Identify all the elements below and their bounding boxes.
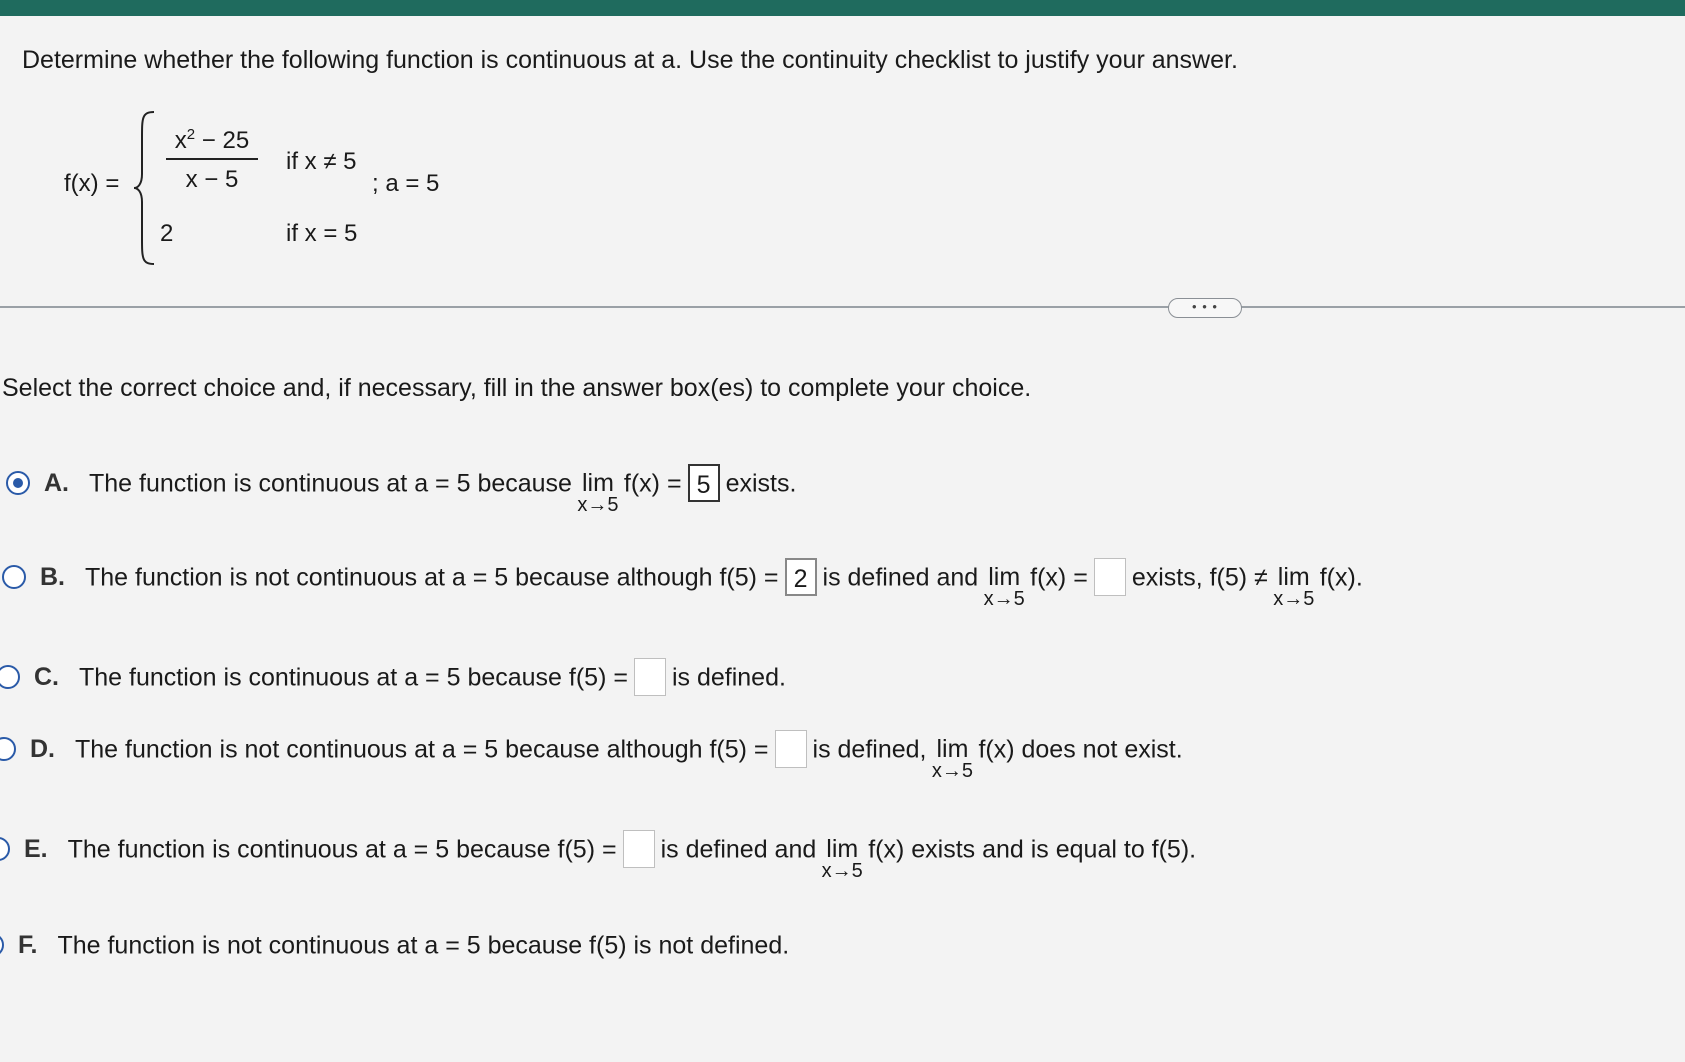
choice-e[interactable] bbox=[0, 830, 1197, 883]
limit bbox=[1273, 559, 1315, 611]
choice-text: exists. bbox=[725, 469, 797, 498]
question-text: Determine whether the following function is continuous at a. Use the continuity checklist to justify your answer. bbox=[22, 46, 1238, 74]
limit bbox=[821, 831, 863, 883]
choice-text: is defined. bbox=[671, 663, 786, 692]
choice-letter: E. bbox=[24, 835, 48, 864]
choice-text: f(x) = bbox=[623, 469, 682, 498]
case1-condition: if x ≠ 5 bbox=[286, 148, 357, 175]
radio-e[interactable] bbox=[0, 837, 10, 861]
limit bbox=[983, 559, 1025, 611]
answer-box[interactable] bbox=[634, 658, 666, 696]
lim-subscript: x→5 bbox=[983, 588, 1025, 611]
choice-letter: D. bbox=[30, 735, 55, 764]
instruction-text: Select the correct choice and, if necessary, fill in the answer box(es) to complete your choice. bbox=[2, 374, 1032, 402]
lim-subscript: x→5 bbox=[821, 860, 863, 883]
answer-box[interactable] bbox=[775, 730, 807, 768]
choice-letter: A. bbox=[44, 469, 69, 498]
fraction-denominator: x − 5 bbox=[166, 158, 258, 194]
lim-label: lim bbox=[826, 835, 859, 864]
section-divider bbox=[0, 306, 1685, 308]
case2-condition: if x = 5 bbox=[286, 220, 358, 247]
choice-a[interactable] bbox=[6, 464, 797, 517]
choice-c[interactable] bbox=[0, 658, 786, 694]
lim-subscript: x→5 bbox=[577, 494, 619, 517]
radio-a[interactable] bbox=[6, 471, 30, 495]
choice-d[interactable] bbox=[0, 730, 1183, 783]
answer-box[interactable]: 2 bbox=[785, 558, 817, 596]
choice-text: f(x). bbox=[1319, 563, 1363, 592]
limit bbox=[931, 731, 974, 783]
a-value: ; a = 5 bbox=[372, 170, 440, 197]
choice-text: The function is not continuous at a = 5 because f(5) is not defined. bbox=[57, 931, 790, 960]
fraction-numerator bbox=[166, 126, 258, 158]
numerator-exponent: 2 bbox=[186, 126, 196, 143]
choice-letter: F. bbox=[18, 931, 38, 960]
numerator-rest: − 25 bbox=[195, 127, 250, 154]
choice-text: The function is continuous at a = 5 because f(5) = bbox=[79, 663, 628, 692]
answer-box[interactable]: 5 bbox=[688, 464, 720, 502]
lim-label: lim bbox=[581, 469, 614, 498]
answer-box[interactable] bbox=[1094, 558, 1126, 596]
choice-f[interactable] bbox=[0, 926, 789, 962]
function-lhs: f(x) = bbox=[64, 170, 120, 197]
piecewise-function bbox=[64, 108, 484, 268]
choice-text: The function is continuous at a = 5 because f(5) = bbox=[67, 835, 617, 864]
choice-b[interactable] bbox=[2, 558, 1363, 611]
lim-label: lim bbox=[988, 563, 1021, 592]
radio-d[interactable] bbox=[0, 737, 16, 761]
choice-text: is defined and bbox=[660, 835, 817, 864]
choice-letter: C. bbox=[34, 663, 59, 692]
case2-value: 2 bbox=[160, 220, 174, 247]
limit bbox=[577, 465, 619, 517]
choice-text: f(x) does not exist. bbox=[978, 735, 1183, 764]
choice-text: f(x) exists and is equal to f(5). bbox=[868, 835, 1197, 864]
left-brace-icon bbox=[132, 108, 158, 268]
numerator-base: x bbox=[174, 127, 187, 154]
choice-text: The function is not continuous at a = 5 because although f(5) = bbox=[75, 735, 769, 764]
choice-text: The function is not continuous at a = 5 because although f(5) = bbox=[85, 563, 779, 592]
lim-subscript: x→5 bbox=[931, 760, 974, 783]
radio-f[interactable] bbox=[0, 933, 4, 957]
lim-label: lim bbox=[936, 735, 969, 764]
choice-text: f(x) = bbox=[1030, 563, 1088, 592]
radio-c[interactable] bbox=[0, 665, 20, 689]
choice-text: is defined, bbox=[812, 735, 927, 764]
choice-letter: B. bbox=[40, 563, 65, 592]
answer-box[interactable] bbox=[623, 830, 655, 868]
choice-text: exists, f(5) ≠ bbox=[1131, 563, 1268, 592]
top-bar bbox=[0, 0, 1685, 16]
lim-label: lim bbox=[1277, 563, 1310, 592]
choice-text: is defined and bbox=[822, 563, 979, 592]
lim-subscript: x→5 bbox=[1273, 588, 1315, 611]
fraction bbox=[166, 126, 258, 194]
choice-text: The function is continuous at a = 5 because bbox=[89, 469, 572, 498]
more-button[interactable]: • • • bbox=[1168, 298, 1242, 318]
radio-b[interactable] bbox=[2, 565, 26, 589]
